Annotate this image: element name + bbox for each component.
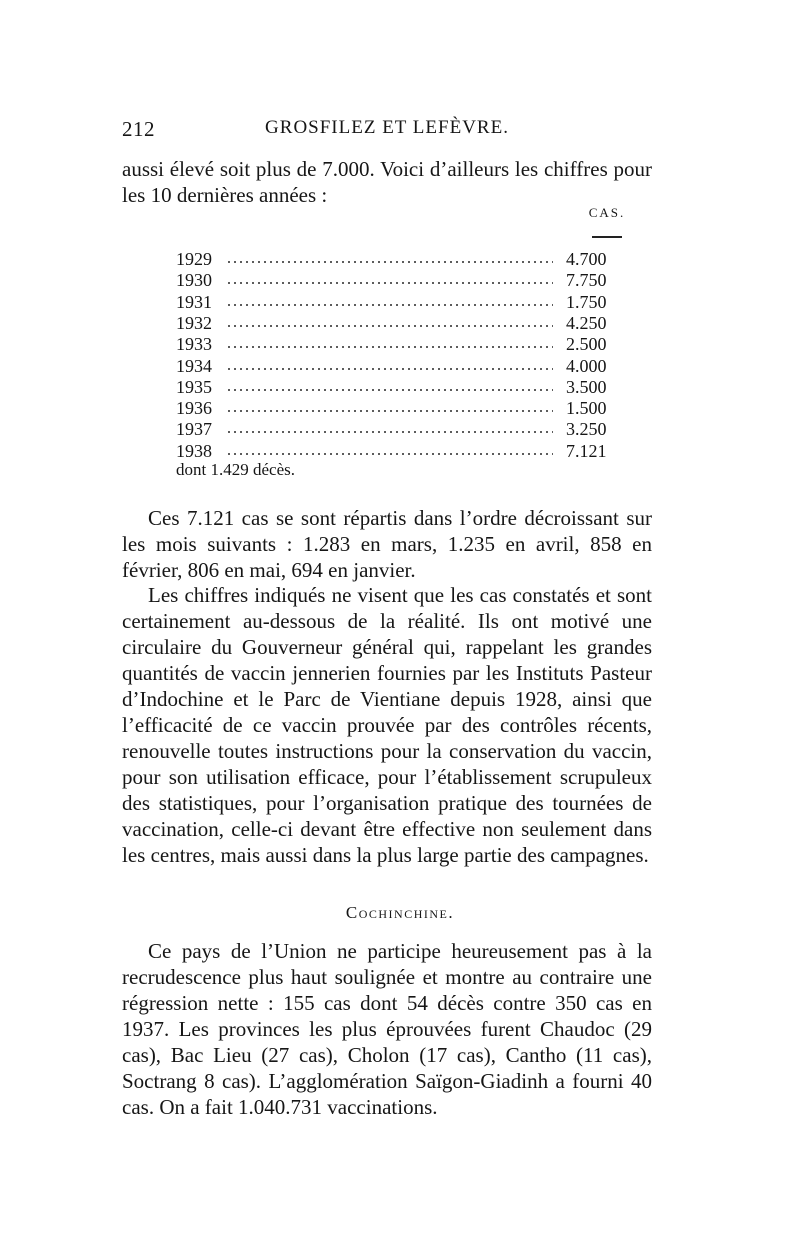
dot-leader xyxy=(226,431,553,433)
row-year: 1934 xyxy=(176,355,212,376)
row-cases: 3.250 xyxy=(566,419,607,440)
months-paragraph: Ces 7.121 cas se sont répartis dans l’ordre décroissant sur les mois suivants : 1.283 en mars, 1.235 en avril, 858 en février, 806 en mai, 694 en janvier. xyxy=(122,506,652,582)
row-year: 1936 xyxy=(176,398,212,419)
intro-paragraph: aussi élevé soit plus de 7.000. Voici d’ailleurs les chiffres pour les 10 dernières années : xyxy=(122,157,652,207)
dot-leader xyxy=(226,282,553,284)
table-row xyxy=(176,270,656,292)
table-row xyxy=(176,419,656,441)
dot-leader xyxy=(226,304,553,306)
dot-leader xyxy=(226,410,553,412)
row-cases: 4.250 xyxy=(566,312,607,333)
dot-leader xyxy=(226,261,553,263)
dot-leader xyxy=(226,389,553,391)
row-cases: 7.750 xyxy=(566,270,607,291)
row-cases: 2.500 xyxy=(566,334,607,355)
running-title: GROSFILEZ ET LEFÈVRE. xyxy=(265,117,509,138)
table-row xyxy=(176,334,656,356)
circular-paragraph: Les chiffres indiqués ne visent que les cas constatés et sont certainement au-dessous de la réalité. Ils ont motivé une circulaire du Gouverneur général qui, rappelant les grandes quantités de vaccin jennerien fournies par les Instituts Pasteur d’Indochine et le Parc de Vientiane depuis 1928, ainsi que l’efficacité de ce vaccin prouvée par des contrôles récents, renouvelle toutes instructions pour la conservation du vaccin, pour son utilisation efficace, pour l’établissement scrupuleux des statistiques, pour l’organisation pratique des tournées de vaccination, celle-ci devant être effective non seulement dans les centres, mais aussi dans la plus large partie des campagnes. xyxy=(122,583,652,867)
row-year: 1938 xyxy=(176,440,212,461)
deaths-footnote: dont 1.429 décès. xyxy=(176,460,295,479)
row-year: 1937 xyxy=(176,419,212,440)
section-heading: Cochinchine. xyxy=(345,903,455,922)
row-cases: 4.700 xyxy=(566,249,607,269)
page-number: 212 xyxy=(122,117,155,141)
table-row xyxy=(176,292,656,314)
dot-leader xyxy=(226,325,553,327)
dot-leader xyxy=(226,453,553,455)
table-row xyxy=(176,356,656,378)
row-cases: 1.750 xyxy=(566,291,607,312)
cases-column-header: CAS. xyxy=(588,205,626,220)
column-header-rule xyxy=(592,236,622,238)
row-cases: 7.121 xyxy=(566,440,607,461)
dot-leader xyxy=(226,346,553,348)
table-row xyxy=(176,398,656,420)
row-year: 1935 xyxy=(176,376,212,397)
row-year: 1930 xyxy=(176,270,212,291)
cochinchine-paragraph: Ce pays de l’Union ne participe heureusement pas à la recrudescence plus haut soulignée et montre au contraire une régression nette : 155 cas dont 54 décès contre 350 cas en 1937. Les provinces les plus éprouvées furent Chaudoc (29 cas), Bac Lieu (27 cas), Cholon (17 cas), Cantho (11 cas), Soctrang 8 cas). L’agglomération Saïgon-Giadinh a fourni 40 cas. On a fait 1.040.731 vaccinations. xyxy=(122,939,652,1119)
row-year: 1931 xyxy=(176,291,212,312)
row-year: 1932 xyxy=(176,312,212,333)
row-cases: 1.500 xyxy=(566,398,607,419)
table-row xyxy=(176,313,656,335)
dot-leader xyxy=(226,368,553,370)
table-row xyxy=(176,249,656,271)
running-head xyxy=(122,117,652,147)
row-year: 1929 xyxy=(176,249,212,269)
row-year: 1933 xyxy=(176,334,212,355)
row-cases: 3.500 xyxy=(566,376,607,397)
row-cases: 4.000 xyxy=(566,355,607,376)
table-row xyxy=(176,377,656,399)
